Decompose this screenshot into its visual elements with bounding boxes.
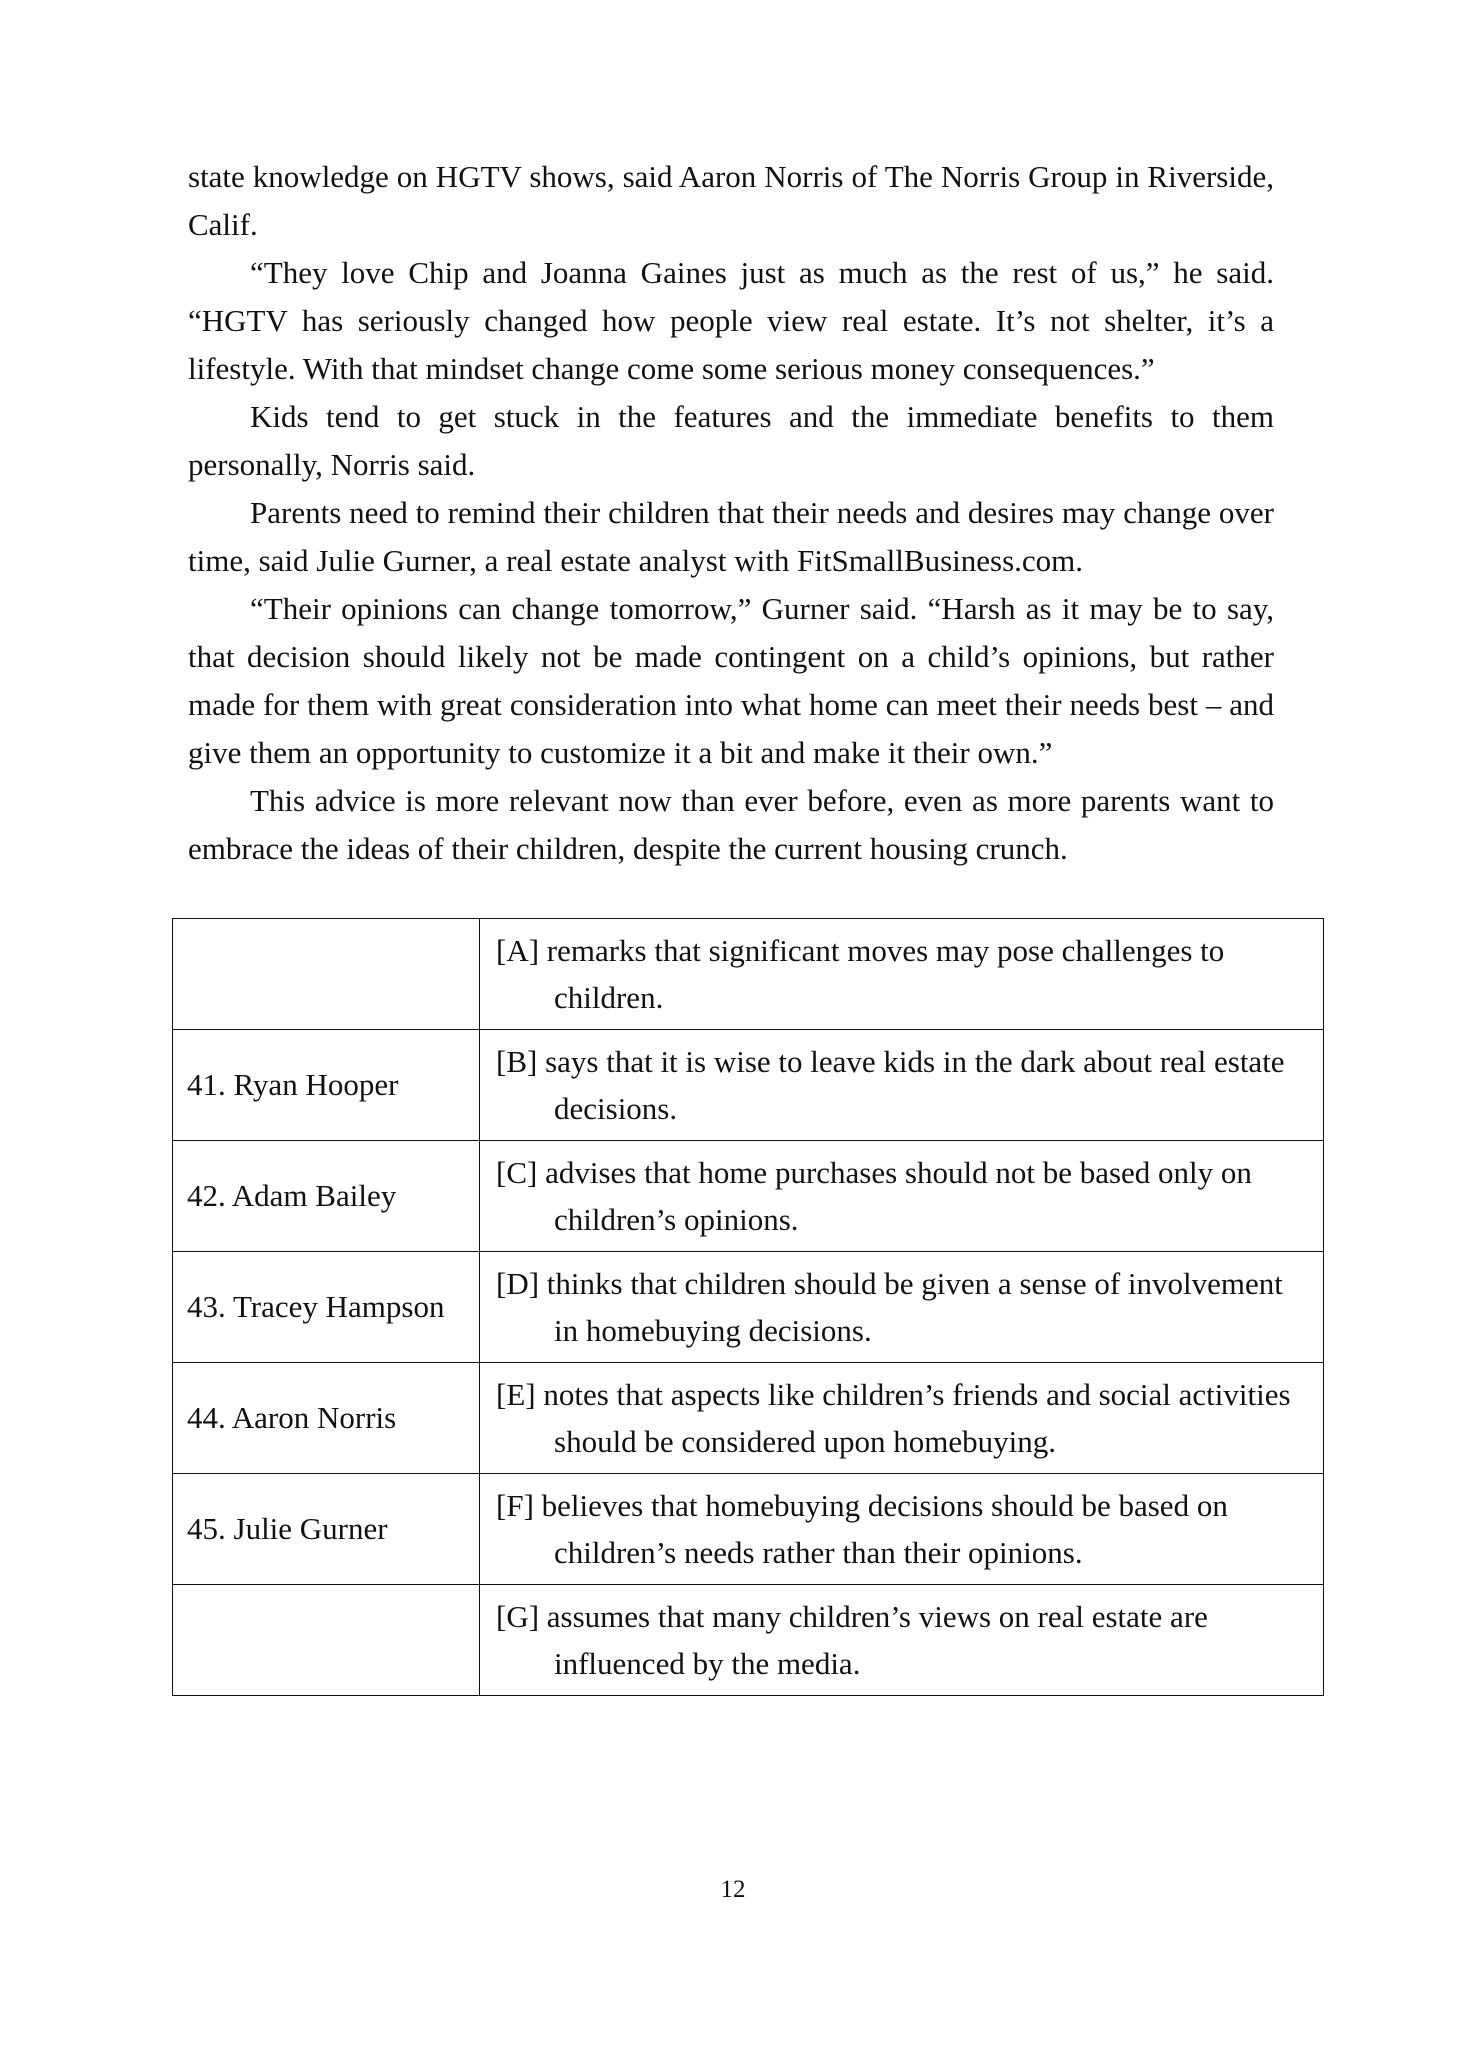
- option-cell: [480, 1363, 1324, 1474]
- option-cell: [480, 1252, 1324, 1363]
- matching-table: [172, 918, 1324, 1696]
- table-row: [173, 1474, 1324, 1585]
- option-cell: [480, 1585, 1324, 1696]
- table-row: [173, 1141, 1324, 1252]
- option-cell: [480, 1141, 1324, 1252]
- paragraph: state knowledge on HGTV shows, said Aaron Norris of The Norris Group in Riverside, Calif.: [188, 159, 1274, 242]
- name-cell: 41. Ryan Hooper: [173, 1030, 480, 1141]
- option-text: [B] says that it is wise to leave kids in the dark about real estate decisions.: [496, 1044, 1285, 1126]
- table-row: [173, 1030, 1324, 1141]
- name-cell: 44. Aaron Norris: [173, 1363, 480, 1474]
- name-cell: [173, 919, 480, 1030]
- option-text: [E] notes that aspects like children’s friends and social activities should be considered upon homebuying.: [496, 1377, 1291, 1459]
- option-cell: [480, 1030, 1324, 1141]
- page-number: 12: [720, 1876, 746, 1903]
- paragraph: This advice is more relevant now than ever before, even as more parents want to embrace the ideas of their children, despite the current housing crunch.: [188, 783, 1274, 866]
- paragraph: “They love Chip and Joanna Gaines just as much as the rest of us,” he said. “HGTV has seriously changed how people view real estate. It’s not shelter, it’s a lifestyle. With that mindset change come some serious money consequences.”: [188, 255, 1274, 386]
- table-row: [173, 919, 1324, 1030]
- option-text: [A] remarks that significant moves may pose challenges to children.: [496, 933, 1225, 1015]
- option-cell: [480, 1474, 1324, 1585]
- table-row: [173, 1252, 1324, 1363]
- name-cell: 42. Adam Bailey: [173, 1141, 480, 1252]
- table-row: [173, 1363, 1324, 1474]
- article-text: [188, 153, 1274, 873]
- option-text: [D] thinks that children should be given a sense of involvement in homebuying decisions.: [496, 1266, 1283, 1348]
- option-cell: [480, 919, 1324, 1030]
- name-cell: 43. Tracey Hampson: [173, 1252, 480, 1363]
- option-text: [C] advises that home purchases should not be based only on children’s opinions.: [496, 1155, 1252, 1237]
- paragraph: “Their opinions can change tomorrow,” Gurner said. “Harsh as it may be to say, that decision should likely not be made contingent on a child’s opinions, but rather made for them with great consideration into what home can meet their needs best – and give them an opportunity to customize it a bit and make it their own.”: [188, 591, 1274, 770]
- option-text: [F] believes that homebuying decisions should be based on children’s needs rather than their opinions.: [496, 1488, 1228, 1570]
- paragraph: Parents need to remind their children that their needs and desires may change over time, said Julie Gurner, a real estate analyst with FitSmallBusiness.com.: [188, 495, 1274, 578]
- name-cell: [173, 1585, 480, 1696]
- option-text: [G] assumes that many children’s views on real estate are influenced by the media.: [496, 1599, 1208, 1681]
- table-row: [173, 1585, 1324, 1696]
- name-cell: 45. Julie Gurner: [173, 1474, 480, 1585]
- paragraph: Kids tend to get stuck in the features and the immediate benefits to them personally, Norris said.: [188, 399, 1274, 482]
